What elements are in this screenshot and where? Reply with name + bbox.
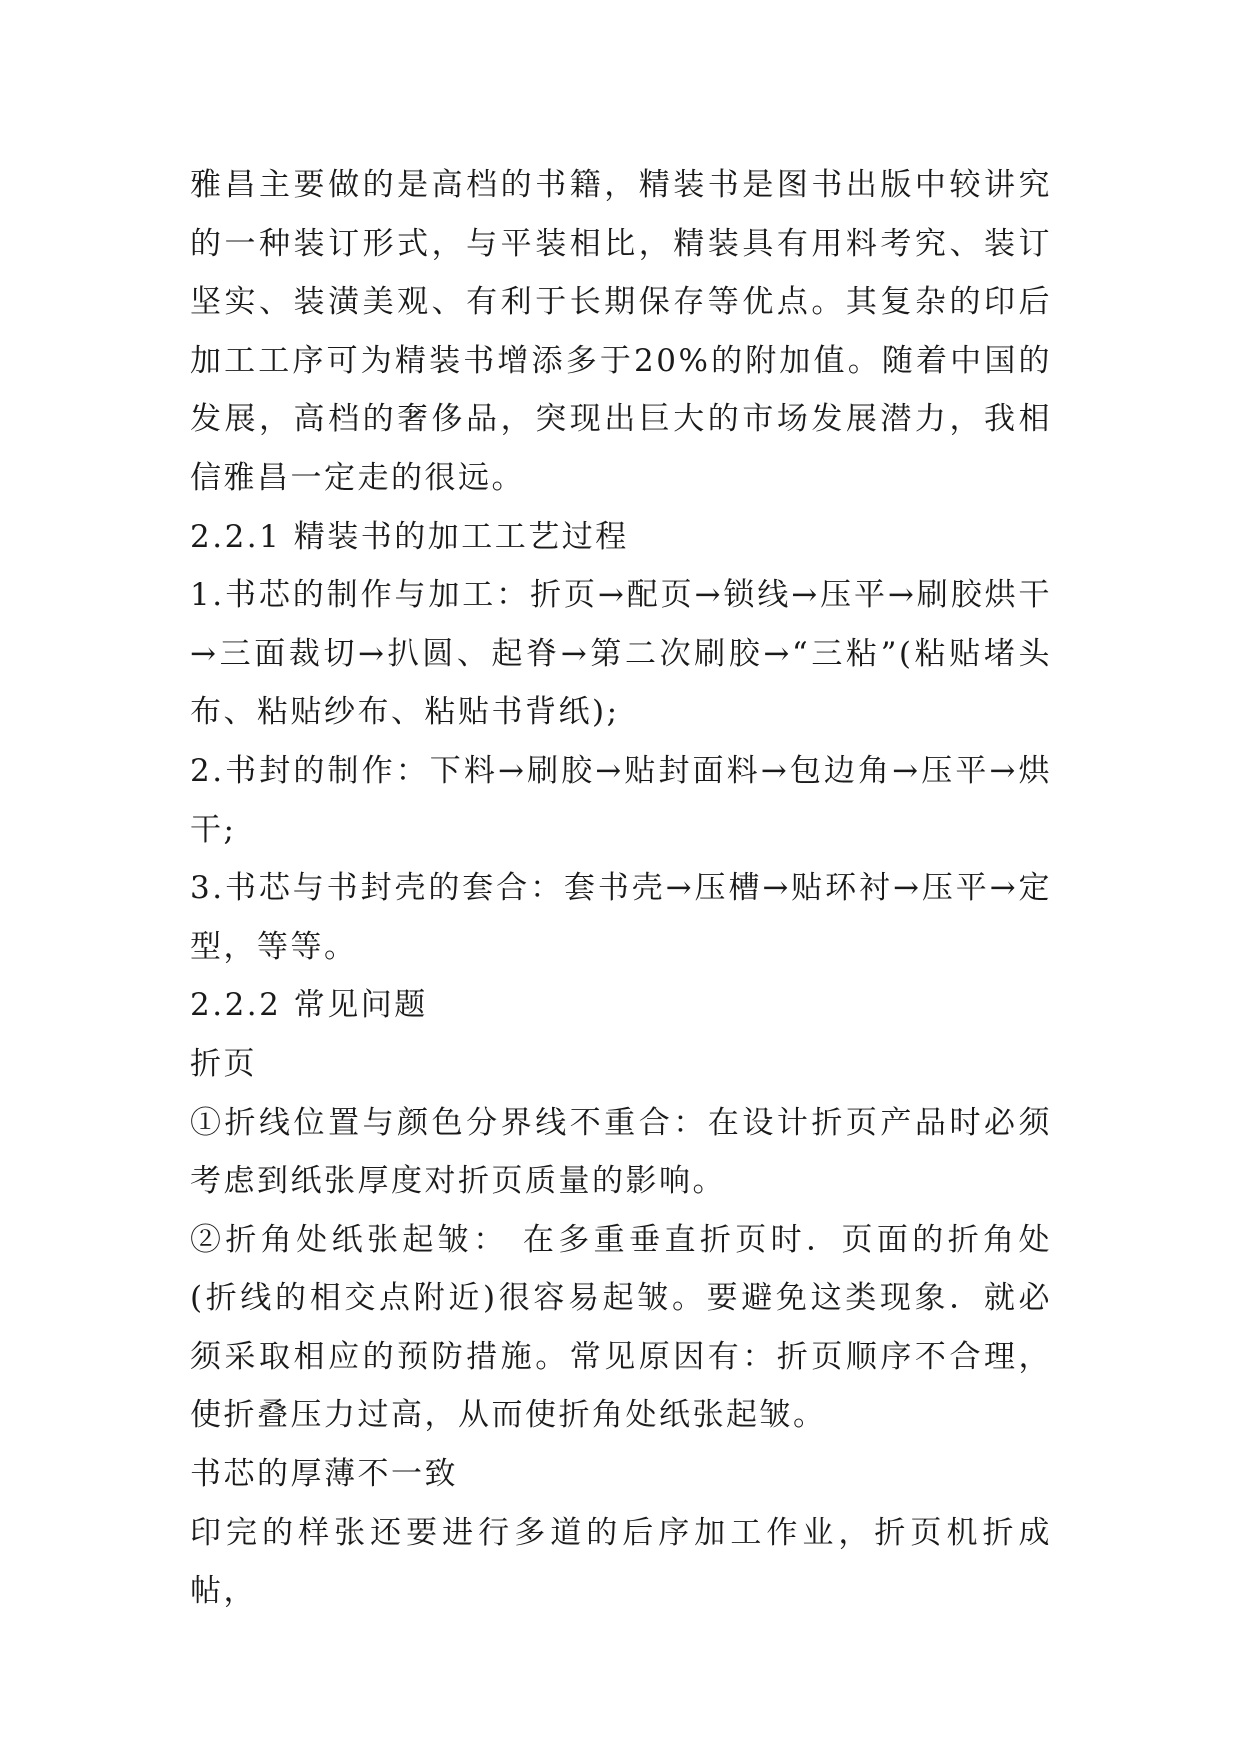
issue-item-1: ①折线位置与颜色分界线不重合：在设计折页产品时必须考虑到纸张厚度对折页质量的影响。 <box>190 1104 1052 1200</box>
process-step-3: 3.书芯与书封壳的套合：套书壳→压槽→贴环衬→压平→定型，等等。 <box>190 870 1052 965</box>
subheading-book-block-thickness: 书芯的厚薄不一致 <box>190 1456 458 1493</box>
subheading-folding: 折页 <box>190 1045 257 1082</box>
section-heading-2-2-2: 2.2.2 常见问题 <box>190 987 428 1024</box>
process-step-2: 2.书封的制作：下料→刷胶→贴封面料→包边角→压平→烘干; <box>190 752 1052 848</box>
issue-item-2: ②折角处纸张起皱： 在多重垂直折页时．页面的折角处(折线的相交点附近)很容易起皱。要避免这类现象．就必须采取相应的预防措施。常见原因有：折页顺序不合理，使折叠压力过高，从而使折角处纸张起皱。 <box>190 1221 1052 1434</box>
closing-paragraph: 印完的样张还要进行多道的后序加工作业，折页机折成帖， <box>190 1514 1052 1610</box>
intro-paragraph: 雅昌主要做的是高档的书籍，精装书是图书出版中较讲究的一种装订形式，与平装相比，精装具有用料考究、装订坚实、装潢美观、有利于长期保存等优点。其复杂的印后加工工序可为精装书增添多于20%的附加值。随着中国的发展，高档的奢侈品，突现出巨大的市场发展潜力，我相信雅昌一定走的很远。 <box>190 167 1052 496</box>
document-body <box>190 156 1052 1621</box>
process-step-1: 1.书芯的制作与加工：折页→配页→锁线→压平→刷胶烘干→三面裁切→扒圆、起脊→第二次刷胶→“三粘”(粘贴堵头布、粘贴纱布、粘贴书背纸); <box>190 577 1052 731</box>
section-heading-2-2-1: 2.2.1 精装书的加工工艺过程 <box>190 518 629 555</box>
